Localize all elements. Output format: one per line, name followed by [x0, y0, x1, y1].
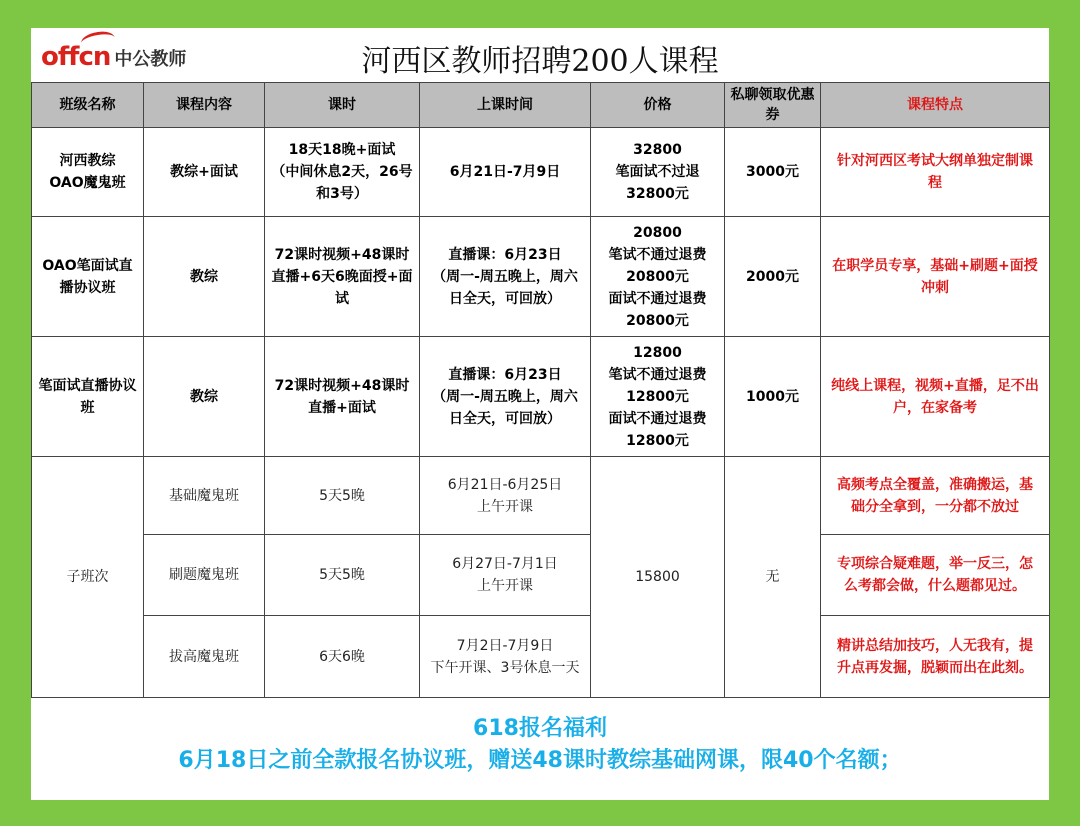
cell-time: 6月21日-6月25日 上午开课 — [420, 457, 591, 535]
table-row — [32, 535, 1050, 616]
cell-hours: 72课时视频+48课时 直播+6天6晚面授+面 试 — [265, 217, 420, 337]
table-row — [32, 616, 1050, 698]
logo-text-cn: 中公教师 — [114, 49, 187, 70]
promo-footer — [31, 700, 1049, 800]
cell-sub-class-name: 子班次 — [32, 457, 144, 698]
table-row — [32, 337, 1050, 457]
header — [31, 28, 1049, 82]
cell-content: 教综+面试 — [144, 128, 265, 217]
cell-price: 12800 笔试不通过退费 12800元 面试不通过退费 12800元 — [591, 337, 725, 457]
column-header-hours: 课时 — [265, 83, 420, 128]
cell-coupon: 2000元 — [725, 217, 821, 337]
table-header-row — [32, 83, 1050, 128]
table-row — [32, 217, 1050, 337]
cell-time: 6月21日-7月9日 — [420, 128, 591, 217]
cell-class-name: OAO笔面试直 播协议班 — [32, 217, 144, 337]
table-row — [32, 457, 1050, 535]
cell-feature: 专项综合疑难题，举一反三，怎 么考都会做，什么题都见过。 — [821, 535, 1050, 616]
cell-feature: 纯线上课程，视频+直播，足不出 户，在家备考 — [821, 337, 1050, 457]
logo-text-en: offcn — [41, 42, 111, 72]
cell-time: 直播课：6月23日 （周一-周五晚上，周六 日全天，可回放） — [420, 217, 591, 337]
cell-coupon: 3000元 — [725, 128, 821, 217]
table-row — [32, 128, 1050, 217]
cell-hours: 18天18晚+面试 （中间休息2天，26号 和3号） — [265, 128, 420, 217]
cell-content: 拔高魔鬼班 — [144, 616, 265, 698]
cell-time: 7月2日-7月9日 下午开课、3号休息一天 — [420, 616, 591, 698]
cell-hours: 5天5晚 — [265, 457, 420, 535]
cell-coupon: 1000元 — [725, 337, 821, 457]
cell-hours: 6天6晚 — [265, 616, 420, 698]
cell-feature: 高频考点全覆盖，准确搬运，基 础分全拿到，一分都不放过 — [821, 457, 1050, 535]
column-header-price: 价格 — [591, 83, 725, 128]
cell-content: 教综 — [144, 337, 265, 457]
column-header-class-name: 班级名称 — [32, 83, 144, 128]
promo-title: 618报名福利 — [473, 716, 607, 741]
cell-sub-coupon: 无 — [725, 457, 821, 698]
cell-content: 教综 — [144, 217, 265, 337]
column-header-time: 上课时间 — [420, 83, 591, 128]
cell-hours: 72课时视频+48课时 直播+面试 — [265, 337, 420, 457]
cell-content: 刷题魔鬼班 — [144, 535, 265, 616]
promo-text: 6月18日之前全款报名协议班，赠送48课时教综基础网课，限40个名额； — [178, 748, 902, 773]
cell-feature: 针对河西区考试大纲单独定制课 程 — [821, 128, 1050, 217]
course-sheet — [31, 28, 1049, 800]
cell-price: 32800 笔面试不过退 32800元 — [591, 128, 725, 217]
column-header-coupon: 私聊领取优惠券 — [725, 83, 821, 128]
column-header-feature: 课程特点 — [821, 83, 1050, 128]
cell-feature: 精讲总结加技巧，人无我有，提 升点再发掘，脱颖而出在此刻。 — [821, 616, 1050, 698]
cell-sub-price: 15800 — [591, 457, 725, 698]
cell-class-name: 河西教综 OAO魔鬼班 — [32, 128, 144, 217]
cell-price: 20800 笔试不通过退费 20800元 面试不通过退费 20800元 — [591, 217, 725, 337]
cell-content: 基础魔鬼班 — [144, 457, 265, 535]
page-title: 河西区教师招聘200人课程 — [361, 44, 719, 79]
cell-time: 6月27日-7月1日 上午开课 — [420, 535, 591, 616]
cell-class-name: 笔面试直播协议 班 — [32, 337, 144, 457]
cell-time: 直播课：6月23日 （周一-周五晚上，周六 日全天，可回放） — [420, 337, 591, 457]
cell-feature: 在职学员专享，基础+刷题+面授 冲刺 — [821, 217, 1050, 337]
column-header-content: 课程内容 — [144, 83, 265, 128]
course-table — [31, 82, 1050, 698]
cell-hours: 5天5晚 — [265, 535, 420, 616]
